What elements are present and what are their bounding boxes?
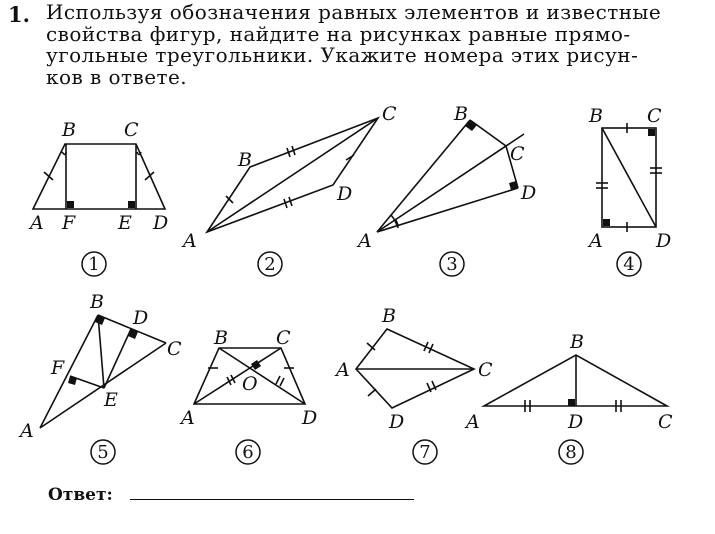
point-label: B [570,331,584,353]
point-label: C [276,327,291,349]
point-label: A [30,212,44,234]
point-label: E [118,212,132,234]
figure-number: 3 [446,254,458,275]
point-label: F [51,357,65,379]
figure-1 [28,119,168,276]
fig3-bisector [377,134,524,232]
answer-label: Ответ: [48,485,113,505]
fig4-diagonal-bd [602,128,656,227]
point-label: O [242,373,258,395]
figure-number: 6 [242,442,254,463]
point-label: B [454,103,468,125]
figure-number: 2 [264,254,276,275]
fig4-right-angle-c [648,129,655,136]
point-label: B [382,305,396,327]
point-label: D [133,307,149,329]
point-label: B [238,149,252,171]
figure-5 [18,291,182,464]
fig8-right-angle-d [568,399,575,406]
point-label: C [167,338,182,360]
fig1-right-angle-e [128,201,135,208]
task-line: ков в ответе. [46,64,188,89]
answer-field[interactable] [130,499,414,500]
fig6-tick-od-2 [280,378,284,386]
fig1-trapezoid [33,144,165,209]
figure-8 [464,331,673,464]
figure-number: 4 [623,254,635,275]
point-label: D [389,411,405,433]
task-line: свойства фигур, найдите на рисунках равные прямо- [46,21,631,46]
point-label: A [20,420,34,442]
point-label: D [153,212,169,234]
point-label: C [382,103,397,125]
point-label: D [656,230,672,252]
point-label: B [62,119,76,141]
point-label: A [336,359,350,381]
fig5-side-ab [40,315,98,428]
point-label: B [589,105,603,127]
point-label: D [568,411,584,433]
point-label: B [214,327,228,349]
point-label: A [183,230,197,252]
fig1-angle-b [62,152,66,155]
task-number: 1. [8,2,30,27]
point-label: A [466,411,480,433]
task-line: угольные треугольники. Укажите номера этих рисун- [46,43,639,67]
point-label: C [478,359,493,381]
fig4-right-angle-a [603,219,610,226]
figure-3 [356,103,536,276]
figure-number: 8 [565,442,577,463]
figure-7 [334,305,493,464]
point-label: C [124,119,139,141]
point-label: D [521,182,537,204]
fig7-tick-ad [368,389,376,396]
point-label: E [104,389,118,411]
point-label: A [358,230,372,252]
point-label: C [510,143,525,165]
point-label: A [181,407,195,429]
task-line: Используя обозначения равных элементов и известные [46,0,662,24]
point-label: D [302,407,318,429]
fig6-tick-od-1 [276,376,280,384]
figure-6 [179,327,317,464]
fig5-side-bc [98,315,166,343]
figure-number: 1 [88,254,100,275]
point-label: D [337,183,353,205]
point-label: B [90,291,104,313]
fig1-right-angle-f [67,201,74,208]
point-label: C [658,411,673,433]
figure-4 [587,105,671,276]
figure-number: 7 [419,442,431,463]
point-label: F [62,212,76,234]
figure-number: 5 [97,442,109,463]
fig5-seg-ed [104,329,131,388]
fig5-seg-eb [98,315,104,388]
point-label: A [589,230,603,252]
fig2-diagonal-ac [207,118,378,232]
point-label: C [647,105,662,127]
